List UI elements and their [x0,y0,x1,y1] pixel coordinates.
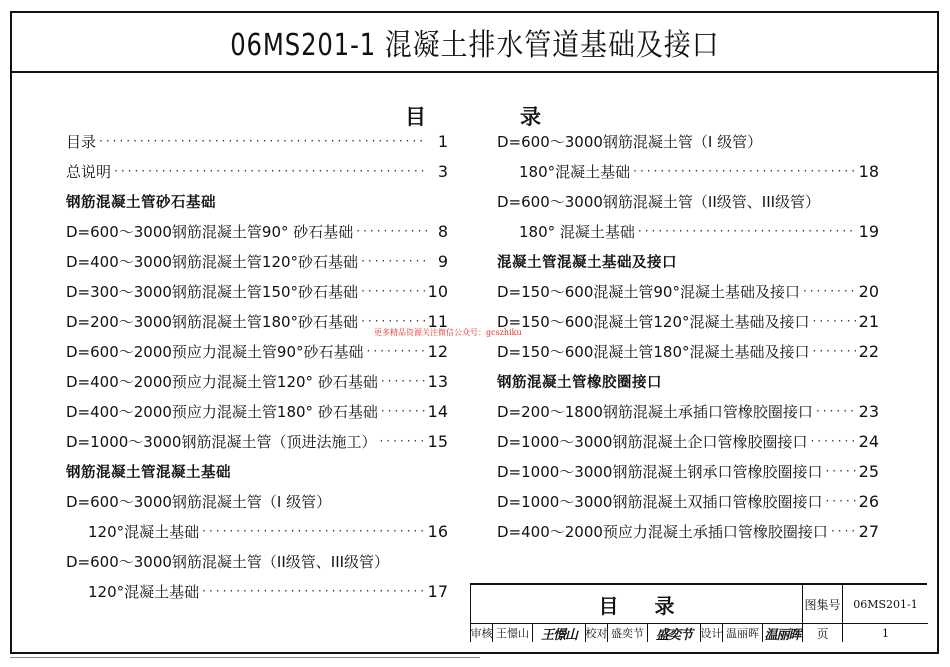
toc-page-number: 17 [427,581,448,601]
toc-entry[interactable] [497,456,879,486]
title-block-char-2: 录 [654,593,675,618]
dot-leader [633,165,856,177]
toc-entry-title: D=1000～3000钢筋混凝土钢承口管橡胶圈接口 [497,462,823,481]
toc-entry-title: D=150～600混凝土管180°混凝土基础及接口 [497,342,810,361]
toc-entry[interactable] [497,306,879,336]
toc-entry-title: 120°混凝土基础 [88,582,200,601]
toc-entry-title: 180°混凝土基础 [519,162,631,181]
dot-leader [361,255,427,267]
toc-entry-title: D=1000～3000钢筋混凝土企口管橡胶圈接口 [497,432,808,451]
toc-page-number: 18 [858,161,879,181]
toc-entry-title: D=400～2000预应力混凝土承插口管橡胶圈接口 [497,522,828,541]
signature-reviewer: 王憬山 [533,624,586,642]
dot-leader [813,345,856,357]
toc-page-number: 21 [858,311,879,331]
toc-entry-title: 总说明 [66,162,112,181]
role-checker: 校对 [586,624,608,642]
toc-page-number: 13 [427,371,448,391]
toc-entry-title: D=600～3000钢筋混凝土管（II级管、III级管） [497,192,821,211]
toc-page-number: 1 [437,131,448,151]
toc-entry[interactable] [497,516,879,546]
toc-entry-title: D=150～600混凝土管120°混凝土基础及接口 [497,312,810,331]
dot-leader [825,465,855,477]
atlas-title: 06MS201-1 混凝土排水管道基础及接口 [229,28,720,63]
toc-entry[interactable] [66,516,448,546]
toc-entry-title: 钢筋混凝土管混凝土基础 [66,464,231,481]
toc-entry[interactable] [66,276,448,306]
title-block-title [471,585,802,624]
role-reviewer: 审核 [471,624,493,642]
dot-leader [202,525,425,537]
dot-leader [816,405,856,417]
toc-entry[interactable] [497,216,879,246]
toc-page-number: 3 [437,161,448,181]
toc-page-number: 16 [427,521,448,541]
toc-entry-title: D=1000～3000钢筋混凝土双插口管橡胶圈接口 [497,492,823,511]
toc-entry-title: 180° 混凝土基础 [519,222,635,241]
watermark-text: 更多精品资源关注微信公众号：gcszhiku [374,328,522,337]
dot-leader [813,315,856,327]
bottom-edge-line [10,657,480,658]
toc-page-number: 15 [427,431,448,451]
name-reviewer: 王憬山 [493,624,533,642]
toc-entry-title: D=1000～3000钢筋混凝土管（顶进法施工） [66,432,377,451]
toc-entry [497,186,879,216]
toc-entry-title: 120°混凝土基础 [88,522,200,541]
toc-entry[interactable] [66,246,448,276]
toc-entry[interactable] [66,426,448,456]
toc-page-number: 26 [858,491,879,511]
page-number-value: 1 [842,624,928,642]
toc-entry[interactable] [66,336,448,366]
dot-leader [381,405,425,417]
toc-section-heading [66,186,448,216]
role-designer: 设计 [701,624,723,642]
toc-right-column [497,126,879,546]
toc-entry-title: D=600～2000预应力混凝土管90°砂石基础 [66,342,364,361]
toc-entry-title: 目录 [66,132,97,151]
toc-entry-title: D=400～2000预应力混凝土管120° 砂石基础 [66,372,378,391]
signature-designer: 温丽晖 [764,627,801,642]
atlas-number-value: 06MS201-1 [842,585,928,624]
toc-entry-title: D=600～3000钢筋混凝土管（II级管、III级管） [66,552,390,571]
dot-leader [825,495,855,507]
toc-entry-title: D=600～3000钢筋混凝土管90° 砂石基础 [66,222,354,241]
toc-entry-title: D=600～3000钢筋混凝土管（I 级管） [497,132,763,151]
toc-entry-title: D=200～3000钢筋混凝土管180°砂石基础 [66,312,359,331]
toc-entry[interactable] [497,156,879,186]
toc-entry[interactable] [497,426,879,456]
toc-entry[interactable] [66,156,448,186]
dot-leader [379,435,424,447]
toc-entry-title: D=400～3000钢筋混凝土管120°砂石基础 [66,252,359,271]
dot-leader [356,225,427,237]
toc-entry-title: D=200～1800钢筋混凝土承插口管橡胶圈接口 [497,402,813,421]
dot-leader [361,315,425,327]
toc-page-number: 25 [858,461,879,481]
toc-entry-title: 钢筋混凝土管橡胶圈接口 [497,374,662,391]
name-designer: 温丽晖 [723,624,763,642]
page-label: 页 [802,624,842,642]
toc-page-number: 19 [858,221,879,241]
dot-leader [367,345,425,357]
toc-heading [12,101,937,127]
toc-page-number: 24 [858,431,879,451]
toc-page-number: 12 [427,341,448,361]
toc-page-number: 11 [427,311,448,331]
toc-heading-char-1: 目 [405,105,426,129]
toc-page-number: 27 [858,521,879,541]
toc-entry-title: D=150～600混凝土管90°混凝土基础及接口 [497,282,800,301]
toc-entry[interactable] [497,486,879,516]
toc-page-number: 9 [437,251,448,271]
toc-entry[interactable] [66,396,448,426]
toc-entry[interactable] [66,216,448,246]
toc-page-number: 23 [858,401,879,421]
toc-page-number: 20 [858,281,879,301]
toc-entry[interactable] [66,576,448,606]
title-block [470,583,927,642]
toc-entry[interactable] [66,126,448,156]
toc-heading-char-2: 录 [520,105,541,129]
toc-page-number: 8 [437,221,448,241]
title-block-char-1: 目 [598,593,619,618]
toc-entry [497,126,879,156]
dot-leader [114,165,427,177]
drawing-header [12,13,937,73]
dot-leader [381,375,425,387]
toc-page-number: 10 [427,281,448,301]
signature-row [471,624,802,642]
toc-entry[interactable] [66,366,448,396]
toc-entry[interactable] [497,336,879,366]
dot-leader [810,435,855,447]
toc-entry [66,546,448,576]
dot-leader [99,135,427,147]
dot-leader [803,285,856,297]
toc-entry-title: D=400～2000预应力混凝土管180° 砂石基础 [66,402,378,421]
toc-entry-title: D=600～3000钢筋混凝土管（I 级管） [66,492,332,511]
signature-checker: 盛奕节 [648,624,701,642]
toc-entry [66,486,448,516]
toc-page-number: 14 [427,401,448,421]
toc-entry[interactable] [497,276,879,306]
dot-leader [831,525,856,537]
dot-leader [361,285,425,297]
atlas-number-label: 图集号 [802,585,842,624]
toc-entry-title: D=300～3000钢筋混凝土管150°砂石基础 [66,282,359,301]
dot-leader [202,585,425,597]
toc-entry-title: 钢筋混凝土管砂石基础 [66,194,216,211]
toc-section-heading [66,456,448,486]
toc-entry[interactable] [497,396,879,426]
toc-section-heading [497,366,879,396]
dot-leader [638,225,856,237]
toc-left-column [66,126,448,606]
toc-page-number: 22 [858,341,879,361]
toc-entry-title: 混凝土管混凝土基础及接口 [497,254,677,271]
name-checker: 盛奕节 [608,624,648,642]
toc-section-heading [497,246,879,276]
